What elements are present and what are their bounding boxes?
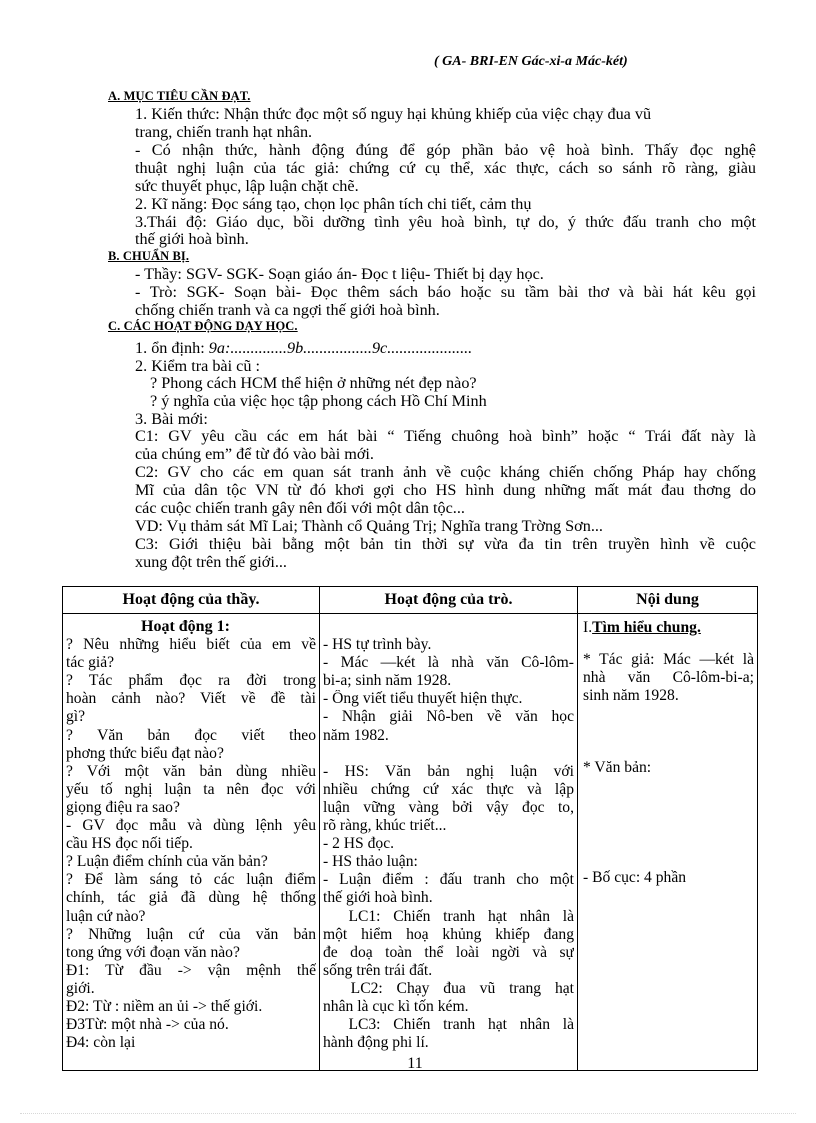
teacher-line: Đ3Từ: một nhà -> của nó. — [66, 1016, 229, 1034]
item-1-label: 1. ổn định: — [135, 339, 205, 357]
header-student: Hoạt động của trò. — [320, 587, 578, 614]
section-b-line: chống chiến tranh và ca ngợi thế giới hoà bình. — [135, 301, 440, 319]
document-header: ( GA- BRI-EN Gác-xi-a Mác-két) — [434, 54, 628, 69]
teacher-line: yếu tố nghị luận ta nên đọc với — [66, 780, 316, 798]
section-a-line: thế giới hoà bình. — [135, 230, 249, 248]
content-author-line: * Tác giả: Mác —két là — [583, 651, 754, 669]
teacher-line: ? Những luận cứ của văn bản — [66, 925, 316, 943]
content-title-prefix: I. — [583, 619, 593, 636]
section-a-line: 3.Thái độ: Giáo dục, bồi dưỡng tình yêu hoà bình, tự do, ý thức đấu tranh cho một — [135, 213, 756, 231]
teacher-line: ? Tác phẩm đọc ra đời trong — [66, 672, 316, 690]
section-c-title: C. CÁC HOẠT ĐỘNG DẠY HỌC. — [108, 319, 298, 333]
content-title — [583, 619, 754, 637]
teacher-line: Đ4: còn lại — [66, 1034, 136, 1052]
teacher-line: ? Để làm sáng tỏ các luận điểm — [66, 871, 316, 889]
teacher-line: ? Văn bản đọc viết theo — [66, 726, 316, 744]
section-b-title: B. CHUẨN BỊ. — [108, 249, 190, 263]
item-1 — [135, 338, 472, 358]
intro-line: của chúng em” để từ đó vào bài mới. — [135, 445, 374, 463]
student-line: nhiều chứng cứ xác thực và lập — [323, 780, 574, 798]
student-line — [323, 618, 574, 636]
teacher-activity-cell — [63, 614, 320, 1071]
intro-line: C2: GV cho các em quan sát tranh ảnh về cuộc kháng chiến chống Pháp hay chống — [135, 463, 756, 481]
content-author-line: sinh năm 1928. — [583, 687, 679, 705]
section-a-line: 1. Kiến thức: Nhận thức đọc một số nguy hại khủng khiếp của việc chạy đua vũ — [135, 105, 652, 123]
student-line: - HS tự trình bày. — [323, 636, 432, 654]
section-a-title: A. MỤC TIÊU CẦN ĐẠT. — [108, 89, 251, 103]
student-line: - HS: Văn bản nghị luận với — [323, 762, 574, 780]
student-activity-cell — [320, 614, 578, 1071]
content-author-line: nhà văn Cô-lôm-bi-a; — [583, 669, 754, 687]
student-line — [323, 745, 574, 763]
intro-line: xung đột trên thế giới... — [135, 553, 287, 571]
page-number: 11 — [407, 1055, 423, 1072]
teacher-line: gì? — [66, 708, 86, 726]
teacher-line: Đ1: Từ đầu -> vận mệnh thế — [66, 961, 316, 979]
student-line: - HS thảo luận: — [323, 853, 418, 871]
item-2: 2. Kiểm tra bài cũ : — [135, 357, 260, 375]
teacher-line: phơng thức biểu đạt nào? — [66, 744, 224, 762]
content-title-text: Tìm hiểu chung. — [592, 619, 701, 636]
table-row — [63, 614, 758, 1071]
table-header-row — [63, 587, 758, 614]
item-3: 3. Bài mới: — [135, 410, 208, 428]
student-line: - Luận điểm : đấu tranh cho một — [323, 871, 574, 889]
student-line: hành động phi lí. — [323, 1034, 429, 1052]
page-bottom-border — [20, 1113, 796, 1114]
intro-line: C3: Giới thiệu bài bằng một bản tin thời sự vừa đa tin trên truyền hình về cuộc — [135, 535, 756, 553]
student-line: - Nhận giải Nô-ben về văn học — [323, 708, 574, 726]
teacher-line: - GV đọc mẫu và dùng lệnh yêu — [66, 817, 316, 835]
section-a-line: 2. Kĩ năng: Đọc sáng tạo, chọn lọc phân tích chi tiết, cảm thụ — [135, 195, 532, 213]
review-question: ? ý nghĩa của việc học tập phong cách Hồ Chí Minh — [150, 392, 487, 410]
teacher-line: luận cứ nào? — [66, 907, 146, 925]
teacher-line: ? Nêu những hiểu biết của em về — [66, 636, 316, 654]
student-line: luận vững vàng bởi vậy đọc to, — [323, 798, 574, 816]
content-layout-label: - Bố cục: 4 phần — [583, 869, 687, 887]
content-text-label: * Văn bản: — [583, 759, 652, 777]
header-teacher: Hoạt động của thầy. — [63, 587, 320, 614]
student-line: rõ ràng, khúc triết... — [323, 817, 447, 835]
section-b-line: - Trò: SGK- Soạn bài- Đọc thêm sách báo hoặc su tầm bài thơ và bài hát kêu gọi — [135, 283, 756, 301]
student-line: - 2 HS đọc. — [323, 835, 395, 853]
review-question: ? Phong cách HCM thể hiện ở những nét đẹp nào? — [150, 374, 477, 392]
student-line: bi-a; sinh năm 1928. — [323, 672, 452, 690]
intro-line: các cuộc chiến tranh gây nên đối với một dân tộc... — [135, 499, 465, 517]
teacher-line: tong ứng với đoạn văn nào? — [66, 943, 240, 961]
teacher-line: hoàn cảnh nào? Viết về đề tài — [66, 690, 316, 708]
student-line: LC3: Chiến tranh hạt nhân là — [323, 1016, 574, 1034]
student-line: năm 1982. — [323, 726, 389, 744]
student-line: - Mác —két là nhà văn Cô-lôm- — [323, 654, 574, 672]
section-a-line: thuật nghị luận của tác giả: chứng cứ cụ thể, xác thực, cách so sánh rõ ràng, giàu — [135, 159, 756, 177]
intro-line: VD: Vụ thảm sát Mĩ Lai; Thành cổ Quảng Trị; Nghĩa trang Trờng Sơn... — [135, 517, 603, 535]
teacher-line: giọng điệu ra sao? — [66, 798, 180, 816]
section-a-line: sức thuyết phục, lập luận chặt chẽ. — [135, 177, 359, 195]
class-list: 9a:..............9b.................9c..................... — [208, 339, 473, 357]
section-b-line: - Thầy: SGV- SGK- Soạn giáo án- Đọc t liệu- Thiết bị dạy học. — [135, 265, 544, 283]
student-line: đe doạ toàn thể loài ngời và sự — [323, 943, 574, 961]
student-line: một hiểm hoạ khủng khiếp đang — [323, 925, 574, 943]
activity-table — [62, 586, 758, 1071]
teacher-line: ? Luận điểm chính của văn bản? — [66, 853, 268, 871]
content-cell — [578, 614, 758, 1071]
teacher-line: giới. — [66, 979, 95, 997]
teacher-line: ? Với một văn bản dùng nhiều — [66, 762, 316, 780]
activity-title: Hoạt động 1: — [141, 618, 230, 635]
student-line: - Ông viết tiểu thuyết hiện thực. — [323, 690, 523, 708]
student-line: LC1: Chiến tranh hạt nhân là — [323, 907, 574, 925]
intro-line: Mĩ của dân tộc VN từ đó khơi gợi cho HS hình dung những mất mát đau thơng do — [135, 481, 756, 499]
teacher-line: tác giả? — [66, 654, 115, 672]
teacher-line: cầu HS đọc nối tiếp. — [66, 835, 193, 853]
intro-line: C1: GV yêu cầu các em hát bài “ Tiếng chuông hoà bình” hoặc “ Trái đất này là — [135, 427, 756, 445]
student-line: sống trên trái đất. — [323, 961, 433, 979]
section-a-line: trang, chiến tranh hạt nhân. — [135, 123, 313, 141]
teacher-line: chính, tác giả đã dùng hệ thống — [66, 889, 316, 907]
header-content: Nội dung — [578, 587, 758, 614]
student-line: thế giới hoà bình. — [323, 889, 433, 907]
student-line: nhân là cục kì tốn kém. — [323, 997, 469, 1015]
section-a-line: - Có nhận thức, hành động đúng để góp phần bảo vệ hoà bình. Thấy đọc nghệ — [135, 141, 756, 159]
student-line: LC2: Chạy đua vũ trang hạt — [323, 979, 574, 997]
teacher-line: Đ2: Từ : niềm an ủi -> thế giới. — [66, 997, 263, 1015]
